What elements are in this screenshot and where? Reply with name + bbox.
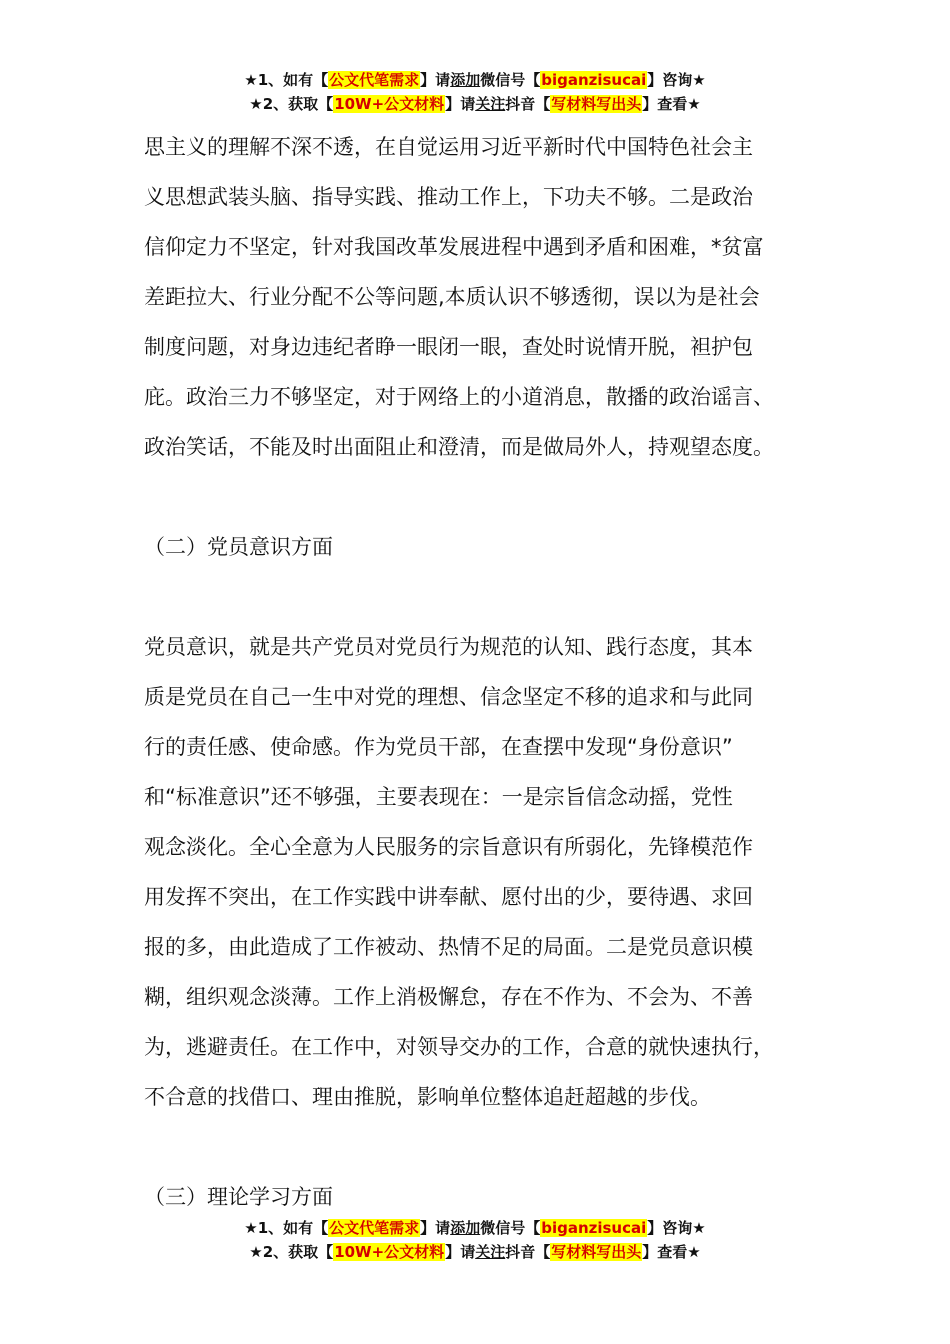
- banner-line-1: ★1、如有【公文代笔需求】请添加微信号【biganzisucai】咨询★: [244, 71, 706, 89]
- text-line: 观念淡化。全心全意为人民服务的宗旨意识有所弱化，先锋模范作: [144, 835, 753, 859]
- paragraph-political-belief: [144, 122, 834, 472]
- paragraph-party-awareness: [144, 622, 834, 1122]
- text-line: 信仰定力不坚定，针对我国改革发展进程中遇到矛盾和困难，*贫富: [144, 235, 764, 259]
- paragraph-gap: [144, 572, 834, 622]
- text-line: 糊，组织观念淡薄。工作上消极懈怠，存在不作为、不会为、不善: [144, 985, 753, 1009]
- section-heading-party-awareness: （二）党员意识方面: [144, 535, 333, 559]
- text-line: 行的责任感、使命感。作为党员干部，在查摆中发现“身份意识”: [144, 735, 733, 759]
- highlight-wechat-id: biganzisucai: [541, 71, 647, 89]
- text-line: 报的多，由此造成了工作被动、热情不足的局面。二是党员意识模: [144, 935, 753, 959]
- highlight-douyin-account: 写材料写出头: [551, 95, 642, 113]
- text-line: 制度问题，对身边违纪者睁一眼闭一眼，查处时说情开脱，袒护包: [144, 335, 753, 359]
- text-line: 义思想武装头脑、指导实践、推动工作上，下功夫不够。二是政治: [144, 185, 753, 209]
- highlight-materials: 10W+公文材料: [334, 95, 445, 113]
- text-line: 不合意的找借口、理由推脱，影响单位整体追赶超越的步伐。: [144, 1085, 711, 1109]
- paragraph-gap: [144, 472, 834, 522]
- highlight-materials: 10W+公文材料: [334, 1243, 445, 1261]
- banner-line-1: ★1、如有【公文代笔需求】请添加微信号【biganzisucai】咨询★: [244, 1219, 706, 1237]
- banner-line-2: ★2、获取【10W+公文材料】请关注抖音【写材料写出头】查看★: [249, 95, 701, 113]
- footer-banner: [0, 1216, 950, 1264]
- text-line: 党员意识，就是共产党员对党员行为规范的认知、践行态度，其本: [144, 635, 753, 659]
- header-banner: [0, 68, 950, 116]
- text-line: 用发挥不突出，在工作实践中讲奉献、愿付出的少，要待遇、求回: [144, 885, 753, 909]
- section-heading-theory-study: （三）理论学习方面: [144, 1185, 333, 1209]
- banner-line-2: ★2、获取【10W+公文材料】请关注抖音【写材料写出头】查看★: [249, 1243, 701, 1261]
- paragraph-gap: [144, 1122, 834, 1172]
- text-line: 政治笑话，不能及时出面阻止和澄清，而是做局外人，持观望态度。: [144, 435, 774, 459]
- text-line: 为，逃避责任。在工作中，对领导交办的工作，合意的就快速执行，: [144, 1035, 774, 1059]
- text-line: 思主义的理解不深不透，在自觉运用习近平新时代中国特色社会主: [144, 135, 753, 159]
- text-line: 庇。政治三力不够坚定，对于网络上的小道消息，散播的政治谣言、: [144, 385, 774, 409]
- document-body: [144, 122, 834, 1222]
- highlight-douyin-account: 写材料写出头: [551, 1243, 642, 1261]
- text-line: 和“标准意识”还不够强，主要表现在：一是宗旨信念动摇，党性: [144, 785, 733, 809]
- highlight-wechat-id: biganzisucai: [541, 1219, 647, 1237]
- text-line: 差距拉大、行业分配不公等问题,本质认识不够透彻，误以为是社会: [144, 285, 760, 309]
- text-line: 质是党员在自己一生中对党的理想、信念坚定不移的追求和与此同: [144, 685, 753, 709]
- highlight-service: 公文代笔需求: [329, 1219, 420, 1237]
- highlight-service: 公文代笔需求: [329, 71, 420, 89]
